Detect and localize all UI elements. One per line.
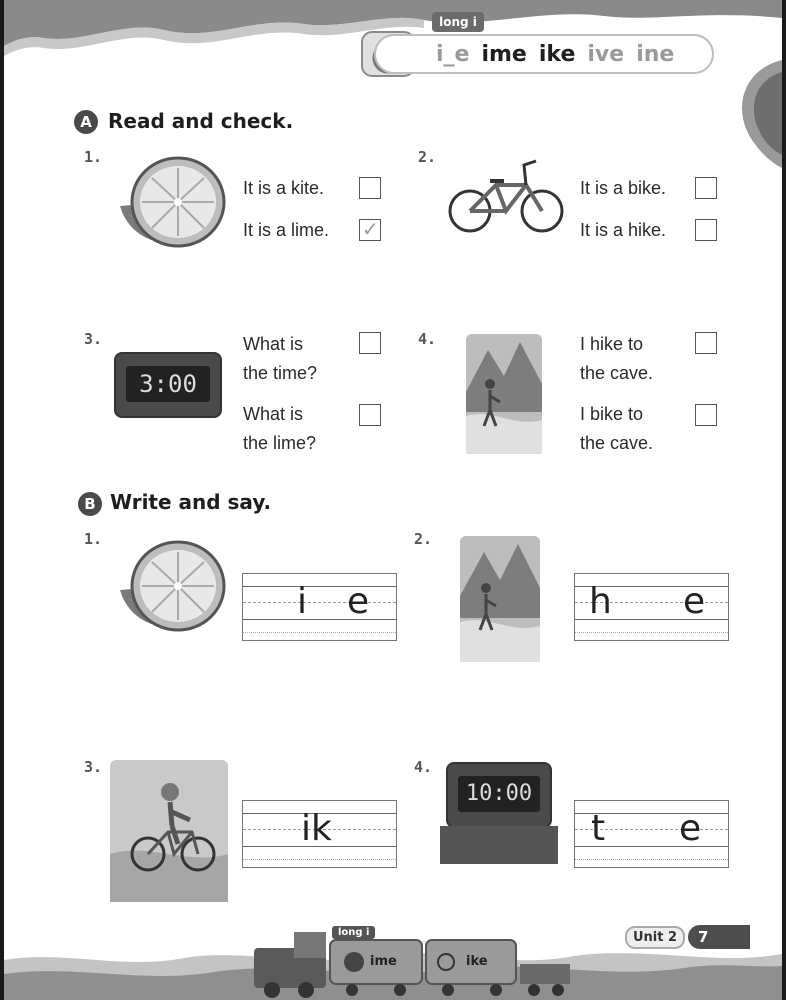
b2-write-box[interactable] (574, 573, 729, 641)
b4-letter-2: e (679, 808, 702, 849)
right-swirl-decoration (712, 60, 782, 170)
clock-display: 10:00 (458, 776, 540, 812)
a1-option-1-text: It is a kite. (243, 178, 325, 198)
b4-number: 4. (414, 758, 433, 776)
a4-option-2-text (580, 400, 653, 458)
phonics-tag: long i (432, 12, 484, 32)
section-a-title: Read and check. (108, 109, 294, 133)
lime-icon (110, 534, 228, 642)
a2-option-2-text: It is a hike. (580, 220, 667, 240)
a2-option-2-checkbox[interactable] (695, 219, 717, 241)
clock-display: 3:00 (126, 366, 210, 402)
section-a-badge: A (74, 110, 98, 134)
a4-option-1-text (580, 330, 653, 388)
unit-page-badge (625, 925, 750, 949)
bike-icon (446, 155, 566, 237)
train-icon (254, 922, 574, 1000)
a3-option-1-line2: the time? (243, 363, 318, 383)
a4-option-2-line1: I bike to (580, 404, 644, 424)
b2-letter-2: e (683, 581, 706, 622)
a3-option-1-text (243, 330, 317, 388)
a1-number: 1. (84, 148, 103, 166)
b1-write-box[interactable] (242, 573, 397, 641)
a4-option-2-line2: the cave. (580, 433, 654, 453)
section-b-badge: B (78, 492, 102, 516)
pattern-ine: ine (636, 41, 675, 67)
a3-option-2-line1: What is (243, 404, 304, 424)
b4-write-box[interactable] (574, 800, 729, 868)
a4-option-2-checkbox[interactable] (695, 404, 717, 426)
phonics-patterns-bar (374, 34, 714, 74)
a4-option-1-line1: I hike to (580, 334, 644, 354)
b2-number: 2. (414, 530, 433, 548)
a2-option-1-checkbox[interactable] (695, 177, 717, 199)
b1-letter-2: e (347, 581, 370, 622)
hiker-icon (464, 332, 544, 456)
b1-number: 1. (84, 530, 103, 548)
worksheet-page (4, 0, 782, 1000)
footer-word-ike: ike (466, 954, 488, 969)
a3-number: 3. (84, 330, 103, 348)
hiker-icon (458, 534, 542, 664)
a1-option-1-checkbox[interactable] (359, 177, 381, 199)
pattern-ime: ime (481, 41, 527, 67)
a4-option-1-checkbox[interactable] (695, 332, 717, 354)
b4-letter-1: t (591, 808, 606, 849)
page-number: 7 (688, 925, 750, 949)
a2-number: 2. (418, 148, 437, 166)
a1-option-2-text: It is a lime. (243, 220, 330, 240)
footer-tag: long i (332, 926, 375, 939)
check-mark-icon: ✓ (362, 217, 379, 241)
lime-icon (110, 150, 228, 258)
footer-word-ime: ime (370, 954, 397, 969)
a4-number: 4. (418, 330, 437, 348)
cyclist-icon (108, 758, 230, 904)
b3-letters: ik (301, 808, 332, 849)
section-b-title: Write and say. (110, 490, 272, 514)
pattern-i_e: i_e (436, 41, 470, 67)
clock-icon (114, 352, 222, 418)
pattern-ike: ike (538, 41, 576, 67)
a3-option-2-line2: the lime? (243, 433, 317, 453)
a3-option-1-line1: What is (243, 334, 304, 354)
a3-option-2-text (243, 400, 316, 458)
pattern-ive: ive (587, 41, 625, 67)
b3-write-box[interactable] (242, 800, 397, 868)
clock-icon (440, 762, 558, 864)
b1-letter-1: i (297, 581, 308, 622)
a1-option-2-checkbox[interactable] (359, 219, 381, 241)
a3-option-1-checkbox[interactable] (359, 332, 381, 354)
a3-option-2-checkbox[interactable] (359, 404, 381, 426)
a2-option-1-text: It is a bike. (580, 178, 667, 198)
b2-letter-1: h (589, 581, 612, 622)
a4-option-1-line2: the cave. (580, 363, 654, 383)
unit-label: Unit 2 (625, 926, 685, 949)
b3-number: 3. (84, 758, 103, 776)
